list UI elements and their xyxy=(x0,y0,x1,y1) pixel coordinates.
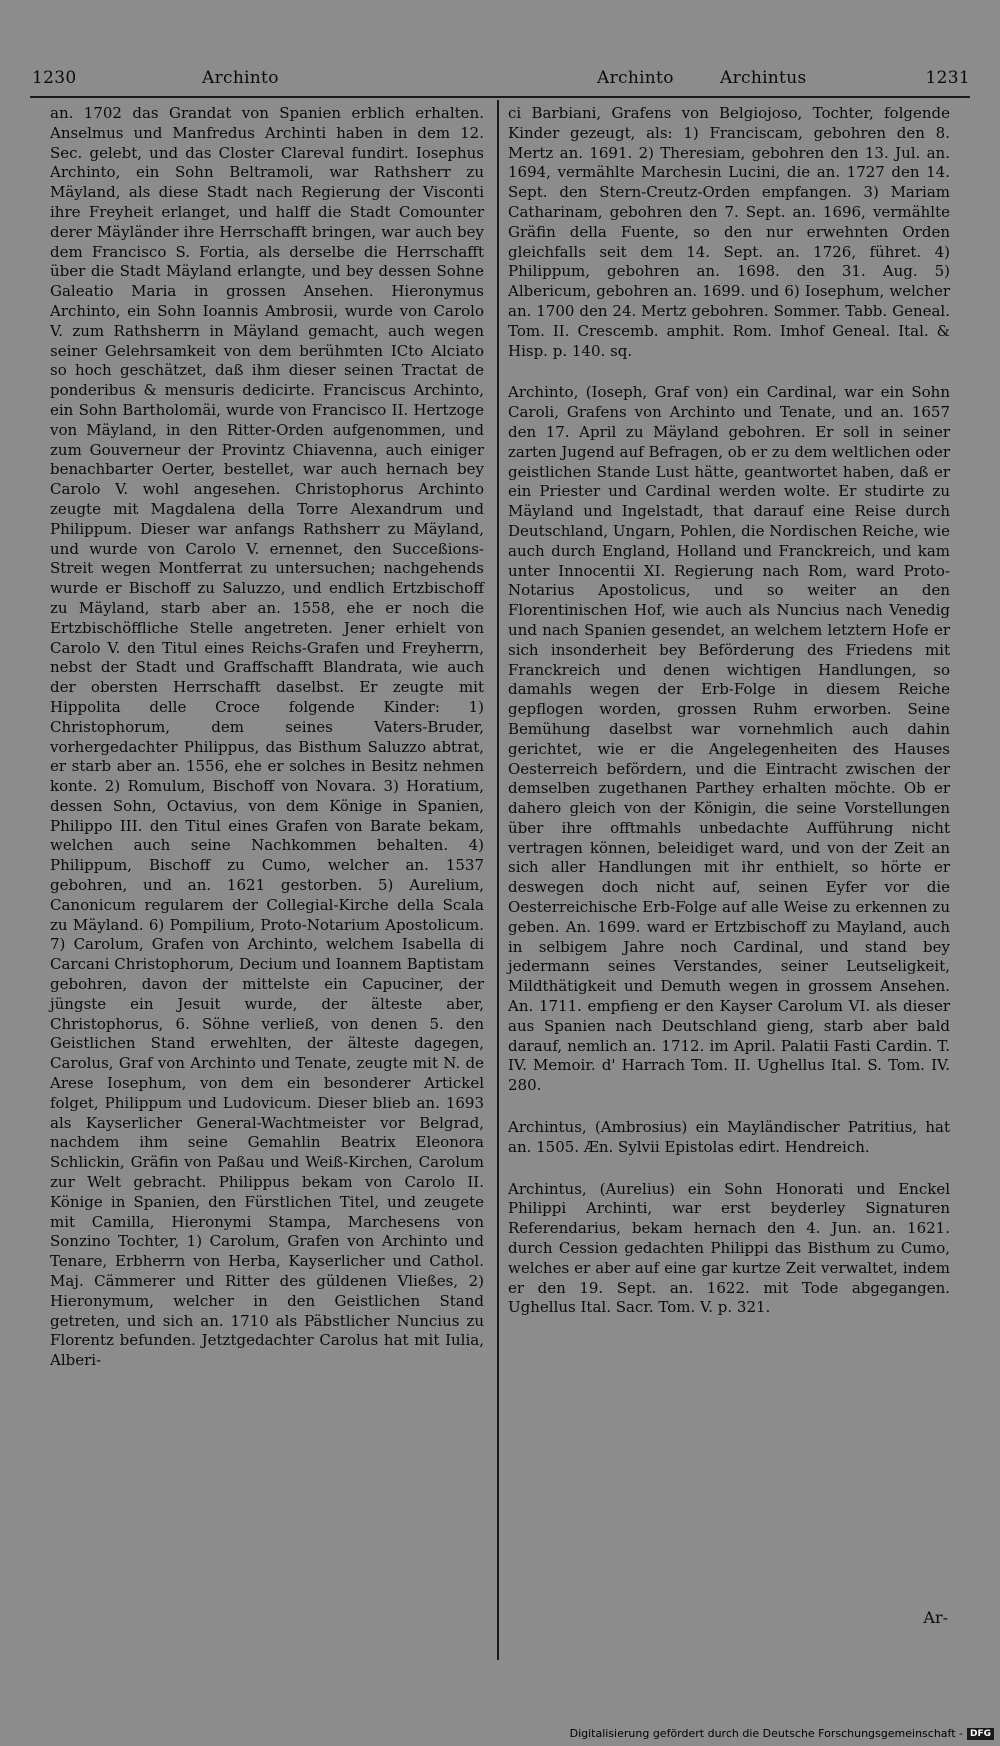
left-page-number: 1230 xyxy=(32,68,77,88)
right-paragraph-3: Archintus, (Ambrosius) ein Mayländischer Patritius, hat an. 1505. Æn. Sylvii Epistolas edirt. Hendreich. xyxy=(508,1118,950,1156)
right-column xyxy=(508,104,950,1318)
right-running-head-1: Archinto xyxy=(597,68,674,88)
right-paragraph-4: Archintus, (Aurelius) ein Sohn Honorati und Enckel Philippi Archinti, war erst beyderley Signaturen Referendarius, bekam hernach den 4. Jun. an. 1621. durch Cession gedachten Philippi das Bisthum zu Cumo, welches er aber auf eine gar kurtze Zeit verwaltet, indem er den 19. Sept. an. 1622. mit Tode abgegangen. Ughellus Ital. Sacr. Tom. V. p. 321. xyxy=(508,1179,950,1317)
left-running-head: Archinto xyxy=(202,68,279,88)
paragraph-gap xyxy=(508,1096,950,1118)
right-paragraph-1: ci Barbiani, Grafens von Belgiojoso, Tochter, folgende Kinder gezeugt, als: 1) Franciscam, gebohren den 8. Mertz an. 1691. 2) Theresiam, gebohren den 13. Jul. an. 1694, vermählte Marchesin Lucini, die an. 1727 den 14. Sept. den Stern-Creutz-Orden empfangen. 3) Mariam Catharinam, gebohren den 7. Sept. an. 1696, vermählte Gräfin della Fuente, so den nur erwehnten Orden gleichfalls seit dem 14. Sept. an. 1726, führet. 4) Philippum, gebohren an. 1698. den 31. Aug. 5) Albericum, gebohren an. 1699. und 6) Iosephum, welcher an. 1700 den 24. Mertz gebohren. Sommer. Tabb. Geneal. Tom. II. Crescemb. amphit. Rom. Imhof Geneal. Ital. & Hisp. p. 140. sq. xyxy=(508,104,950,360)
right-page-number: 1231 xyxy=(925,68,970,88)
dfg-logo: DFG xyxy=(967,1728,994,1740)
paragraph-gap xyxy=(508,361,950,383)
catchword: Ar- xyxy=(923,1608,948,1627)
left-column xyxy=(50,104,484,1371)
column-divider xyxy=(497,100,499,1660)
footer-credit: Digitalisierung gefördert durch die Deutsche Forschungsgemeinschaft - xyxy=(569,1727,963,1740)
running-header xyxy=(32,68,970,98)
right-paragraph-2: Archinto, (Ioseph, Graf von) ein Cardinal, war ein Sohn Caroli, Grafens von Archinto und Tenate, und an. 1657 den 17. April zu Mäyland gebohren. Er soll in seiner zarten Jugend auf Befragen, ob er zu dem weltlichen oder geistlichen Stande Lust hätte, geantwortet haben, daß er ein Priester und Cardinal werden wolte. Er studirte zu Mäyland und Ingelstadt, that darauf eine Reise durch Deutschland, Ungarn, Pohlen, die Nordischen Reiche, wie auch durch England, Holland und Franckreich, und kam unter Innocentii XI. Regierung nach Rom, ward Proto-Notarius Apostolicus, und so weiter an den Florentinischen Hof, wie auch als Nuncius nach Venedig und nach Spanien gesendet, an welchem letztern Hofe er sich insonderheit bey Beförderung des Friedens mit Franckreich und denen wichtigen Handlungen, so damahls wegen der Erb-Folge in diesem Reiche gepflogen worden, grossen Ruhm erworben. Seine Bemühung daselbst war vornehmlich auch dahin gerichtet, wie er die Angelegenheiten des Hauses Oesterreich befördern, und die Eintracht zwischen der demselben zugethanen Parthey erhalten möchte. Ob er dahero gleich von der Königin, die seine Vorstellungen über ihre offtmahls unbedachte Aufführung nicht vertragen können, beleidiget ward, und von der Zeit an sich aller Handlungen mit ihr enthielt, so hörte er deswegen doch nicht auf, seinen Eyfer vor die Oesterreichische Erb-Folge auf alle Weise zu erkennen zu geben. An. 1699. ward er Ertzbischoff zu Mayland, auch in selbigem Jahre noch Cardinal, und stand bey jedermann seines Verstandes, seiner Leutseligkeit, Mildthätigkeit und Demuth wegen in grossem Ansehen. An. 1711. empfieng er den Kayser Carolum VI. als dieser aus Spanien nach Deutschland gieng, starb aber bald darauf, nemlich an. 1712. im April. Palatii Fasti Cardin. T. IV. Memoir. d' Harrach Tom. II. Ughellus Ital. S. Tom. IV. 280. xyxy=(508,383,950,1095)
digitization-footer xyxy=(570,1727,994,1740)
header-rule xyxy=(30,96,970,98)
left-paragraph-1: an. 1702 das Grandat von Spanien erblich erhalten. Anselmus und Manfredus Archinti haben in dem 12. Sec. gelebt, und das Closter Clareval fundirt. Iosephus Archinto, ein Sohn Beltramoli, war Rathsherr zu Mäyland, als diese Stadt nach Regierung der Visconti ihre Freyheit erlanget, und halff die Stadt Comounter derer Mäyländer ihre Herrschafft bringen, war auch bey dem Francisco S. Fortia, als derselbe die Herrschafft über die Stadt Mäyland erlangte, und bey dessen Sohne Galeatio Maria in grossen Ansehen. Hieronymus Archinto, ein Sohn Ioannis Ambrosii, wurde von Carolo V. zum Rathsherrn in Mäyland gemacht, auch wegen seiner Gelehrsamkeit von dem berühmten ICto Alciato so hoch geschätzet, daß ihm dieser seinen Tractat de ponderibus & mensuris dedicirte. Franciscus Archinto, ein Sohn Bartholomäi, wurde von Francisco II. Hertzoge von Mäyland, in den Ritter-Orden aufgenommen, und zum Gouverneur der Provintz Chiavenna, auch einiger benachbarter Oerter, bestellet, war auch hernach bey Carolo V. wohl angesehen. Christophorus Archinto zeugte mit Magdalena della Torre Alexandrum und Philippum. Dieser war anfangs Rathsherr zu Mäyland, und wurde von Carolo V. ernennet, den Succeßions-Streit wegen Montferrat zu untersuchen; nachgehends wurde er Bischoff zu Saluzzo, und endlich Ertzbischoff zu Mäyland, starb aber an. 1558, ehe er noch die Ertzbischöffliche Stelle angetreten. Jener erhielt von Carolo V. den Titul eines Reichs-Grafen und Freyherrn, nebst der Stadt und Graffschafft Blandrata, wie auch der obersten Herrschafft daselbst. Er zeugte mit Hippolita delle Croce folgende Kinder: 1) Christophorum, dem seines Vaters-Bruder, vorhergedachter Philippus, das Bisthum Saluzzo abtrat, er starb aber an. 1556, ehe er solches in Besitz nehmen konte. 2) Romulum, Bischoff von Novara. 3) Horatium, dessen Sohn, Octavius, von dem Könige in Spanien, Philippo III. den Titul eines Grafen von Barate bekam, welchen auch seine Nachkommen behalten. 4) Philippum, Bischoff zu Cumo, welcher an. 1537 gebohren, und an. 1621 gestorben. 5) Aurelium, Canonicum regularem der Collegial-Kirche della Scala zu Mäyland. 6) Pompilium, Proto-Notarium Apostolicum. 7) Carolum, Grafen von Archinto, welchem Isabella di Carcani Christophorum, Decium und Ioannem Baptistam gebohren, davon der mittelste ein Capuciner, der jüngste ein Jesuit wurde, der älteste aber, Christophorus, 6. Söhne verließ, von denen 5. den Geistlichen Stand erwehlten, der älteste dagegen, Carolus, Graf von Archinto und Tenate, zeugte mit N. de Arese Iosephum, von dem ein besonderer Artickel folget, Philippum und Ludovicum. Dieser blieb an. 1693 als Kayserlicher General-Wachtmeister vor Belgrad, nachdem ihm seine Gemahlin Beatrix Eleonora Schlickin, Gräfin von Paßau und Weiß-Kirchen, Carolum zur Welt gebracht. Philippus bekam von Carolo II. Könige in Spanien, den Fürstlichen Titel, und zeugete mit Camilla, Hieronymi Stampa, Marchesens von Sonzino Tochter, 1) Carolum, Grafen von Archinto und Tenare, Erbherrn von Herba, Kayserlicher und Cathol. Maj. Cämmerer und Ritter des güldenen Vließes, 2) Hieronymum, welcher in den Geistlichen Stand getreten, und sich an. 1710 als Päbstlicher Nuncius zu Florentz befunden. Jetztgedachter Carolus hat mit Iulia, Alberi- xyxy=(50,104,484,1370)
right-running-head-2: Archintus xyxy=(720,68,807,88)
paragraph-gap xyxy=(508,1158,950,1180)
